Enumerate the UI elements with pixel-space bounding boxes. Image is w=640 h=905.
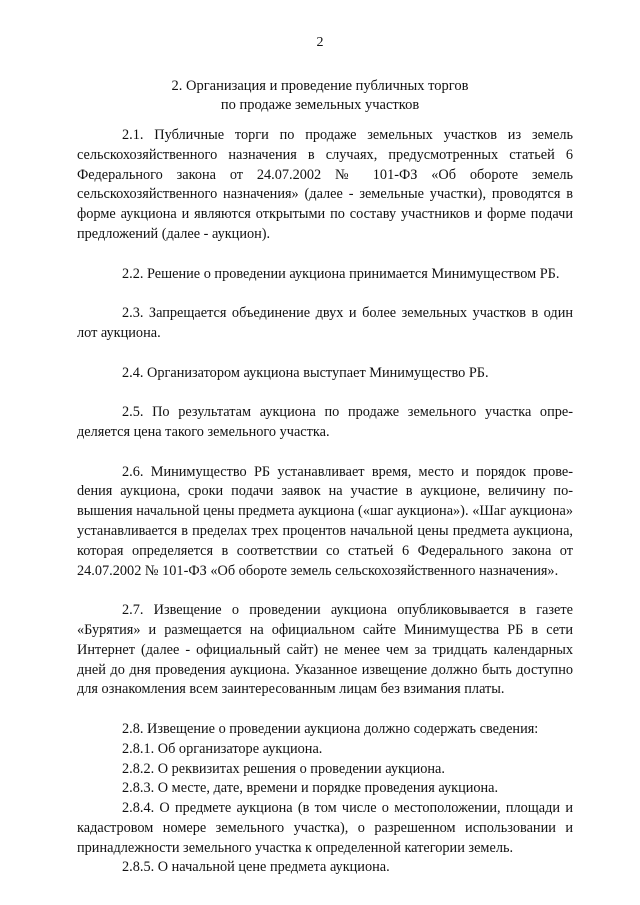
paragraph-2-2: 2.2. Решение о проведении аукциона принимается Минимуществом РБ. [122, 265, 560, 282]
paragraph-2-5: 2.5. По результатам аукциона по продаже земельного участка определяется цена такого земельного участка. [77, 404, 573, 440]
paragraph-2-8: 2.8. Извещение о проведении аукциона должно содержать сведения: [122, 720, 539, 737]
paragraph-2-8-5: 2.8.5. О начальной цене предмета аукциона. [122, 859, 390, 876]
paragraph-2-8-3: 2.8.3. О месте, дате, времени и порядке проведения аукциона. [122, 780, 499, 797]
page-number: 2 [316, 35, 324, 50]
paragraph-2-8-4: 2.8.4. О предмете аукциона (в том числе о местоположении, площади и кадастровом номере земельного участка), о разрешенном использовании и принадлежности земельного участка к определенной категории земель. [77, 800, 573, 856]
section-heading-line-2: по продаже земельных участков [220, 97, 420, 113]
document-body [77, 126, 573, 878]
paragraph-2-8-2: 2.8.2. О реквизитах решения о проведении аукциона. [122, 760, 445, 777]
section-heading-line-1: 2. Организация и проведение публичных торгов [171, 78, 469, 94]
section-heading [0, 77, 640, 115]
paragraph-2-1: 2.1. Публичные торги по продаже земельных участков из земель сельскохозяйственного назначения в случаях, предусмотренных статьей 6 Федерального закона от 24.07.2002 № 101-ФЗ «Об обороте земель сельскохозяйственного назначения» (далее - земельные участки), проводятся в форме аукциона и являются открытыми по составу участников и форме подачи предложений (далее - аукцион). [77, 127, 573, 242]
paragraph-2-6: 2.6. Минимущество РБ устанавливает время, место и порядок провеdения аукциона, сроки подачи заявок на участие в аукционе, величину повышения начальной цены предмета аукциона («шаг аукциона»). «Шаг аукциона» устанавливается в пределах трех процентов начальной цены предмета аукциона, которая определяется в соответствии со статьей 6 Федерального закона от 24.07.2002 № 101-ФЗ «Об обороте земель сельскохозяйственного назначения». [77, 463, 573, 579]
paragraph-2-8-1: 2.8.1. Об организаторе аукциона. [122, 740, 323, 757]
paragraph-2-7: 2.7. Извещение о проведении аукциона опубликовывается в газете «Бурятия» и размещается на официальном сайте Минимущества РБ в сети Интернет (далее - официальный сайт) не менее чем за тридцать календарных дней до дня проведения аукциона. Указанное извещение должно быть доступно для ознакомления всем заинтересованным лицам без взимания платы. [77, 602, 573, 698]
paragraph-2-4: 2.4. Организатором аукциона выступает Минимущество РБ. [122, 364, 489, 381]
paragraph-2-3: 2.3. Запрещается объединение двух и более земельных участков в один лот аукциона. [77, 305, 573, 341]
